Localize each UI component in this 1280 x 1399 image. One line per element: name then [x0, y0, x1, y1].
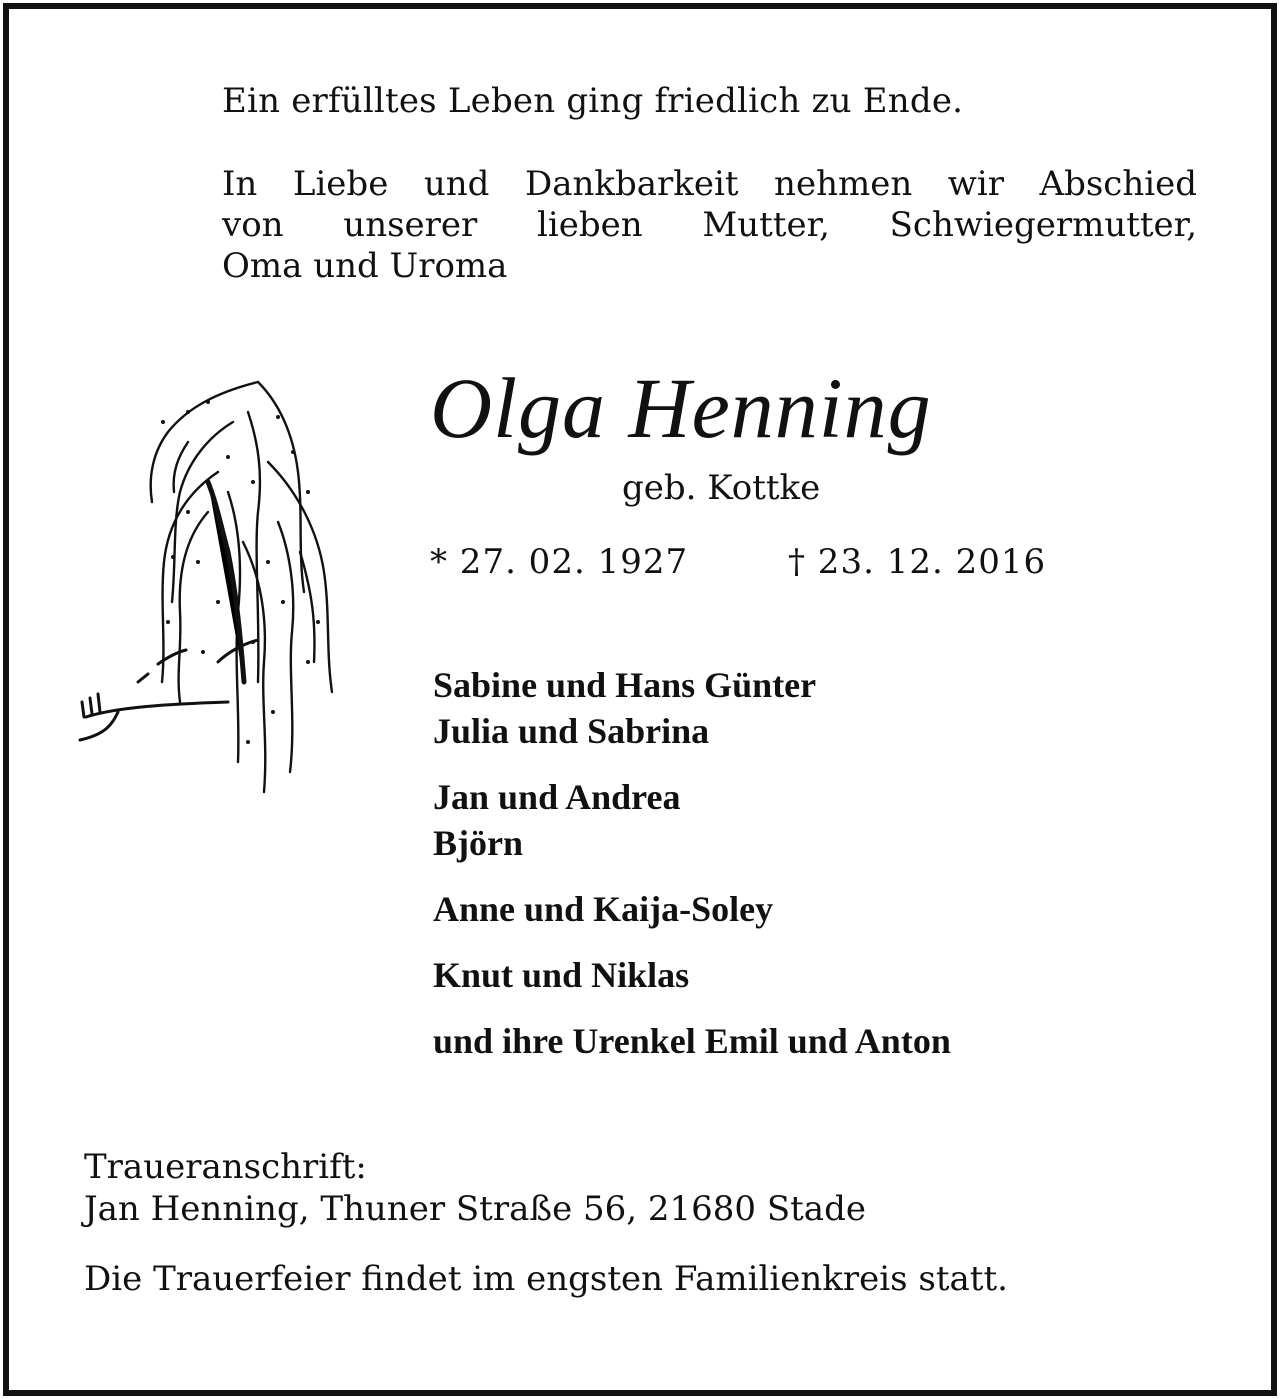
- weeping-willow-icon: [68, 362, 348, 802]
- mourner-line: Björn: [433, 823, 523, 863]
- footer: [84, 1146, 1008, 1300]
- mourner-line: Knut und Niklas: [433, 955, 690, 995]
- mourner-line: Julia und Sabrina: [433, 711, 710, 751]
- mourner-group: [433, 1018, 951, 1064]
- mourner-line: Anne und Kaija-Soley: [433, 889, 774, 929]
- mourners-list: [433, 662, 951, 1084]
- farewell-line: In Liebe und Dankbarkeit nehmen wir Abschied: [222, 164, 1197, 204]
- mourner-group: [433, 952, 951, 998]
- death-date: † 23. 12. 2016: [788, 542, 1047, 582]
- maiden-name: geb. Kottke: [622, 468, 821, 508]
- birth-date: * 27. 02. 1927: [430, 542, 689, 582]
- ceremony-note: Die Trauerfeier findet im engsten Familienkreis statt.: [84, 1259, 1008, 1299]
- deceased-name: Olga Henning: [430, 360, 932, 456]
- address: Jan Henning, Thuner Straße 56, 21680 Stade: [84, 1189, 866, 1229]
- mourner-line: Jan und Andrea: [433, 777, 681, 817]
- intro-line: Ein erfülltes Leben ging friedlich zu Ende.: [222, 81, 964, 121]
- farewell-line: Oma und Uroma: [222, 246, 508, 286]
- mourner-line: Sabine und Hans Günter: [433, 665, 817, 705]
- address-label: Traueranschrift:: [84, 1147, 367, 1187]
- mourner-group: [433, 662, 951, 754]
- mourner-group: [433, 886, 951, 932]
- mourner-group: [433, 774, 951, 866]
- farewell-line: von unserer lieben Mutter, Schwiegermutter,: [222, 205, 1197, 245]
- farewell-text: [222, 164, 1197, 287]
- mourner-line: und ihre Urenkel Emil und Anton: [433, 1021, 951, 1061]
